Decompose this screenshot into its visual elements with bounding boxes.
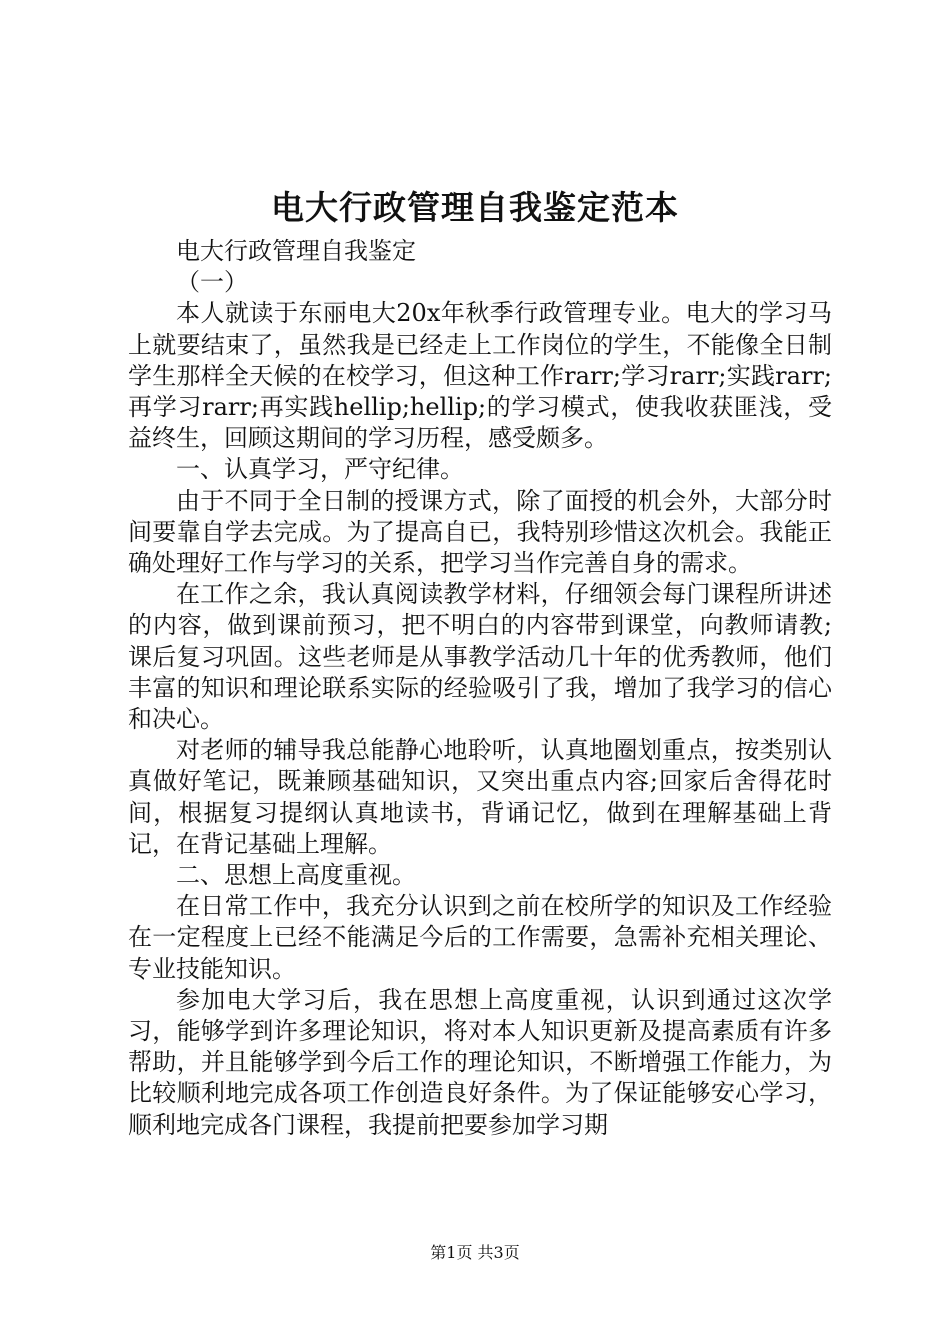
paragraph: 参加电大学习后，我在思想上高度重视，认识到通过这次学习，能够学到许多理论知识，将对本人知识更新及提高素质有许多帮助，并且能够学到今后工作的理论知识，不断增强工作能力，为比较顺利地完成各项工作创造良好条件。为了保证能够安心学习，顺利地完成各门课程，我提前把要参加学习期 [128, 985, 832, 1139]
paragraph: 在工作之余，我认真阅读教学材料，仔细领会每门课程所讲述的内容，做到课前预习，把不明白的内容带到课堂，向教师请教;课后复习巩固。这些老师是从事教学活动几十年的优秀教师，他们丰富的知识和理论联系实际的经验吸引了我，增加了我学习的信心和决心。 [128, 580, 832, 734]
paragraph: 对老师的辅导我总能静心地聆听，认真地圈划重点，按类别认真做好笔记，既兼顾基础知识，又突出重点内容;回家后舍得花时间，根据复习提纲认真地读书，背诵记忆，做到在理解基础上背记，在背记基础上理解。 [128, 736, 832, 858]
heading-section-1: 一、认真学习，严守纪律。 [176, 455, 464, 484]
page-number-footer: 第1页 共3页 [430, 1243, 520, 1262]
paragraph-intro: 本人就读于东丽电大20x年秋季行政管理专业。电大的学习马上就要结束了，虽然我是已经走上工作岗位的学生，不能像全日制学生那样全天候的在校学习，但这种工作rarr;学习rarr;实践rarr;再学习rarr;再实践hellip;hellip;的学习模式，使我收获匪浅，受益终生，回顾这期间的学习历程，感受颇多。 [128, 299, 832, 453]
document-body [128, 236, 832, 1141]
heading-section-2: 二、思想上高度重视。 [176, 861, 416, 890]
paragraph-section-number: （一） [176, 268, 248, 297]
paragraph: 由于不同于全日制的授课方式，除了面授的机会外，大部分时间要靠自学去完成。为了提高自已，我特别珍惜这次机会。我能正确处理好工作与学习的关系，把学习当作完善自身的需求。 [128, 486, 832, 578]
paragraph-subtitle: 电大行政管理自我鉴定 [176, 237, 416, 265]
paragraph: 在日常工作中，我充分认识到之前在校所学的知识及工作经验在一定程度上已经不能满足今后的工作需要，急需补充相关理论、专业技能知识。 [128, 892, 832, 983]
document-title: 电大行政管理自我鉴定范本 [271, 188, 679, 227]
